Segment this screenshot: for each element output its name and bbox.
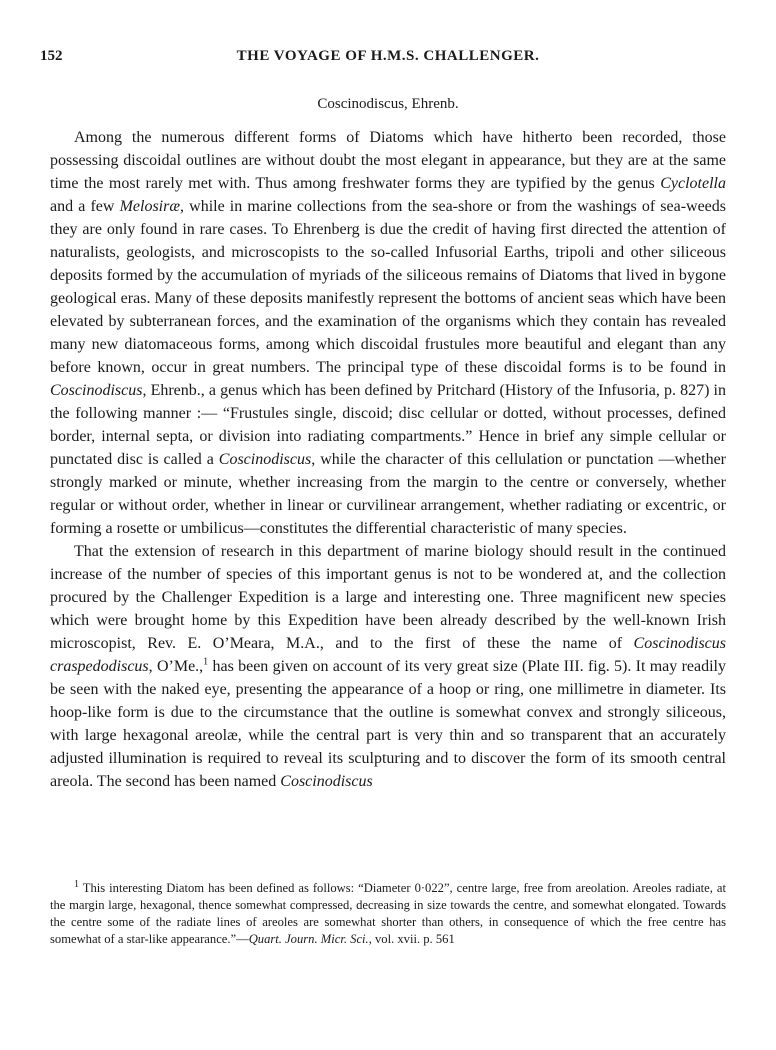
section-title	[40, 96, 736, 113]
italic-run: Cyclotella	[660, 175, 726, 192]
page-number: 152	[40, 48, 63, 64]
page-header	[40, 48, 736, 68]
text-run: , while in marine collections from the sea-shore or from the washings of sea-weeds they are only found in rare cases. To Ehrenberg is due the credit of having first directed the attention of naturalists, geologists, and microscopists to the so-called Infusorial Earths, tripoli and other siliceous deposits formed by the accumulation of myriads of the siliceous remains of Diatoms that lived in bygone geological eras. Many of these deposits manifestly represent the bottoms of ancient seas which have been elevated by subterranean forces, and the examination of the organisms which they contain has revealed many new diatomaceous forms, among which discoidal frustules more beautiful and elegant than any before known, occur in great numbers. The principal type of these discoidal forms is to be found in	[50, 198, 727, 376]
running-title: THE VOYAGE OF H.M.S. CHALLENGER.	[236, 48, 540, 64]
text-run: , Ehrenb., a genus which has been defined by Pritchard (History of the Infusoria, p. 827) in the following manner :— “Frustules single, discoid; disc cellular or dotted, without processes, defined border, internal septa, or division into radiating compartments.” Hence in brief any simple cellular or punctated disc is called a	[50, 382, 726, 468]
footnote	[50, 880, 726, 948]
text-run: has been given on account of its very great size (Plate III. fig. 5). It may readily be seen with the naked eye, presenting the appearance of a hoop or ring, one millimetre in diameter. Its hoop-like form is due to the circumstance that the outline is somewhat convex and strongly siliceous, with large hexagonal areolæ, while the central part is very thin and so transparent that an accurately adjusted illumination is required to reveal its sculpturing and to discover the form of its smooth central areola. The second has been named	[50, 658, 726, 790]
text-run: That the extension of research in this department of marine biology should result in the continued increase of the number of species of this important genus is not to be wondered at, and the collection procured by the Challenger Expedition is a large and interesting one. Three magnificent new species which were brought home by this Expedition have been already described by the well-known Irish microscopist, Rev. E. O’Meara, M.A., and to the first of these the name of	[50, 543, 726, 652]
text-run: , O’Me.,	[148, 658, 204, 675]
footnotes	[50, 880, 726, 948]
text-run: and a few	[50, 198, 120, 215]
italic-run: Coscinodiscus	[50, 382, 143, 399]
genus-name: Coscinodiscus	[317, 96, 405, 112]
italic-run: Quart. Journ. Micr. Sci.	[248, 932, 369, 946]
paragraph	[50, 540, 726, 793]
text-run: , vol. xvii. p. 561	[368, 932, 455, 946]
italic-run: Melosiræ	[119, 198, 181, 215]
genus-authority: , Ehrenb.	[404, 96, 459, 112]
paragraph	[50, 126, 726, 540]
italic-run: Coscinodiscus craspedodiscus	[50, 635, 726, 675]
body-text	[50, 126, 726, 793]
text-run: This interesting Diatom has been defined as follows: “Diameter 0·022”, centre large, free from areolation. Areoles radiate, at the margin large, hexagonal, thence somewhat compressed, decreasing in size towards the centre, and somewhat elongated. Towards the centre some of the radiate lines of areoles are somewhat shorter than others, in consequence of which the free centre has somewhat of a star-like appearance.”—	[50, 881, 726, 946]
footnote-marker: 1	[74, 878, 79, 890]
italic-run: Coscinodiscus	[280, 773, 373, 790]
footnote-reference[interactable]: 1	[203, 656, 209, 668]
text-run: , while the character of this cellulation or punctation —whether strongly marked or minute, whether increasing from the margin to the centre or conversely, whether regular or without order, whether in linear or curvilinear arrangement, whether radiating or excentric, or forming a rosette or umbilicus—constitutes the differential characteristic of many species.	[50, 451, 727, 537]
text-run: Among the numerous different forms of Diatoms which have hitherto been recorded, those possessing discoidal outlines are without doubt the most elegant in appearance, but they are at the same time the most rarely met with. Thus among freshwater forms they are typified by the genus	[50, 129, 726, 192]
italic-run: Coscinodiscus	[218, 451, 312, 468]
